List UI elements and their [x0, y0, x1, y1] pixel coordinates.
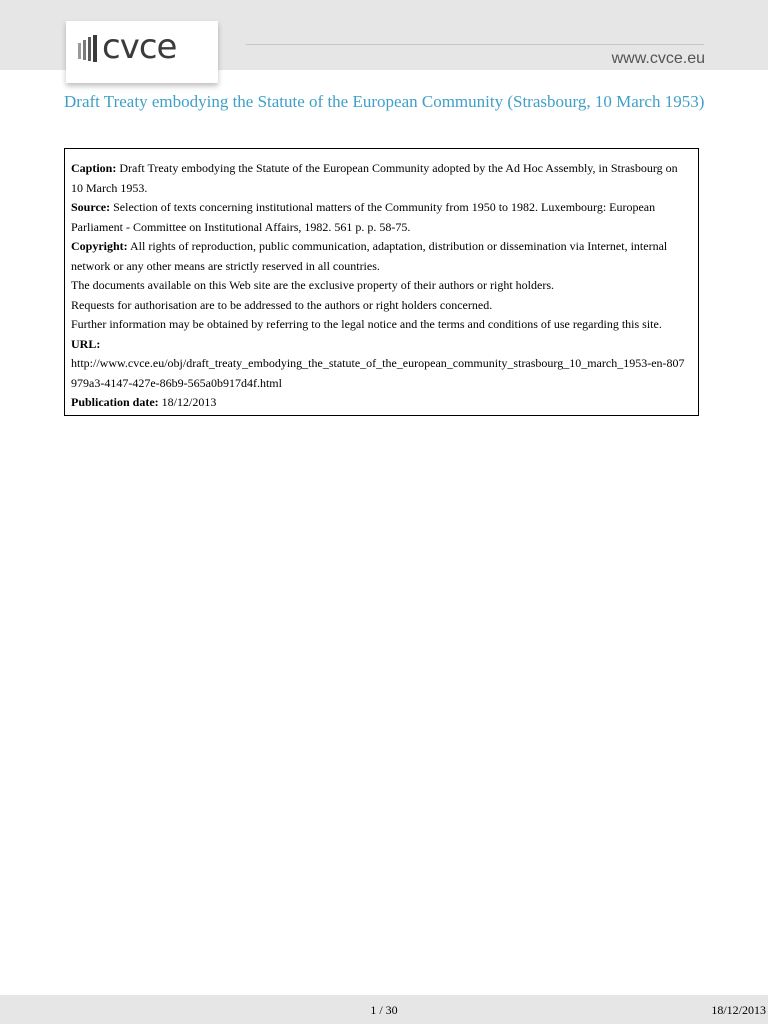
site-url[interactable]: www.cvce.eu: [611, 50, 705, 67]
source-label: Source:: [71, 200, 111, 214]
caption-line: [71, 159, 688, 198]
document-url[interactable]: http://www.cvce.eu/obj/draft_treaty_embodying_the_statute_of_the_european_community_strasbourg_10_march_1953-en-807979a3-4147-427e-86b9-565a0b917d4f.html: [71, 356, 685, 390]
source-line: [71, 198, 688, 237]
caption-text: Draft Treaty embodying the Statute of the European Community adopted by the Ad Hoc Assembly, in Strasbourg on 10 March 1953.: [71, 161, 678, 195]
documents-notice: The documents available on this Web site are the exclusive property of their authors or right holders.: [71, 278, 555, 292]
page-number: 1 / 30: [370, 1003, 398, 1017]
logo-wordmark: cvce: [102, 27, 177, 67]
caption-label: Caption:: [71, 161, 117, 175]
publication-line: [71, 393, 688, 413]
requests-notice: Requests for authorisation are to be addressed to the authors or right holders concerned.: [71, 297, 493, 312]
copyright-line: [71, 237, 688, 276]
source-text: Selection of texts concerning institutional matters of the Community from 1950 to 1982. Luxembourg: European Parliament - Committee on Institutional Affairs, 1982. 561 p. p. 58-75.: [71, 200, 656, 234]
metadata-box: [64, 148, 699, 416]
further-info: Further information may be obtained by referring to the legal notice and the terms and conditions of use regarding this site.: [71, 317, 662, 331]
publication-label: Publication date:: [71, 395, 159, 409]
copyright-label: Copyright:: [71, 239, 128, 253]
publication-date: 18/12/2013: [161, 395, 217, 409]
document-title: Draft Treaty embodying the Statute of the European Community (Strasbourg, 10 March 1953): [64, 92, 705, 111]
copyright-text: All rights of reproduction, public communication, adaptation, distribution or dissemination via Internet, internal network or any other means are strictly reserved in all countries.: [71, 239, 668, 273]
url-label: URL:: [71, 336, 101, 351]
header-divider: [246, 44, 704, 45]
cvce-logo[interactable]: [66, 21, 218, 83]
footer-date: 18/12/2013: [711, 1003, 766, 1017]
